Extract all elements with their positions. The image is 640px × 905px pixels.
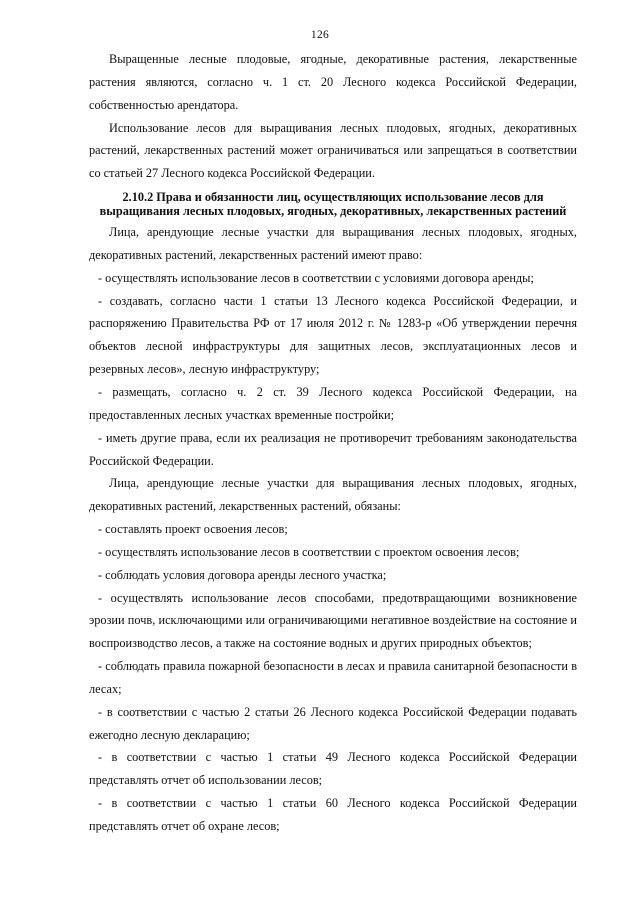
- duties-list-item: - осуществлять использование лесов в соответствии с проектом освоения лесов;: [98, 544, 520, 559]
- rights-list-item: - размещать, согласно ч. 2 ст. 39 Лесного кодекса Российской Федерации, на предоставленных лесных участках временные постройки;: [89, 384, 577, 422]
- document-body: [89, 48, 577, 838]
- duties-list-item: - в соответствии с частью 1 статьи 60 Лесного кодекса Российской Федерации представлять отчет об охране лесов;: [89, 796, 577, 833]
- paragraph: Использование лесов для выращивания лесных плодовых, ягодных, декоративных растений, лекарственных растений может ограничиваться или запрещаться в соответствии со статьей 27 Лесного кодекса Российской Федерации.: [89, 120, 577, 181]
- duties-list-item: - соблюдать условия договора аренды лесного участка;: [98, 567, 387, 582]
- duties-list-item: - в соответствии с частью 2 статьи 26 Лесного кодекса Российской Федерации подавать ежегодно лесную декларацию;: [89, 704, 577, 742]
- rights-list-item: - осуществлять использование лесов в соответствии с условиями договора аренды;: [98, 270, 534, 285]
- section-heading: 2.10.2 Права и обязанности лиц, осуществляющих использование лесов для выращивания лесных плодовых, ягодных, декоративных, лекарственных растений: [99, 190, 567, 218]
- duties-list-item: - в соответствии с частью 1 статьи 49 Лесного кодекса Российской Федерации представлять отчет об использовании лесов;: [89, 750, 577, 788]
- paragraph: Выращенные лесные плодовые, ягодные, декоративные растения, лекарственные растения являются, согласно ч. 1 ст. 20 Лесного кодекса Российской Федерации, собственностью арендатора.: [89, 52, 577, 112]
- rights-list-item: - иметь другие права, если их реализация не противоречит требованиям законодательства Российской Федерации.: [89, 430, 577, 468]
- rights-intro: Лица, арендующие лесные участки для выращивания лесных плодовых, ягодных, декоративных растений, лекарственных растений имеют право:: [89, 225, 577, 262]
- duties-intro: Лица, арендующие лесные участки для выращивания лесных плодовых, ягодных, декоративных растений, лекарственных растений, обязаны:: [89, 476, 577, 514]
- duties-list-item: - осуществлять использование лесов способами, предотвращающими возникновение эрозии почв, исключающими или ограничивающими негативное воздействие на состояние и воспроизводство лесов, а также на состояние водных и других природных объектов;: [89, 590, 577, 651]
- duties-list-item: - составлять проект освоения лесов;: [98, 522, 288, 537]
- page-number: 126: [310, 29, 330, 41]
- duties-list-item: - соблюдать правила пожарной безопасности в лесах и правила санитарной безопасности в лесах;: [89, 659, 577, 696]
- rights-list-item: - создавать, согласно части 1 статьи 13 Лесного кодекса Российской Федерации, и распоряжению Правительства РФ от 17 июля 2012 г. № 1283-р «Об утверждении перечня объектов лесной инфраструктуры для защитных лесов, эксплуатационных лесов и резервных лесов», лесную инфраструктуру;: [89, 293, 577, 377]
